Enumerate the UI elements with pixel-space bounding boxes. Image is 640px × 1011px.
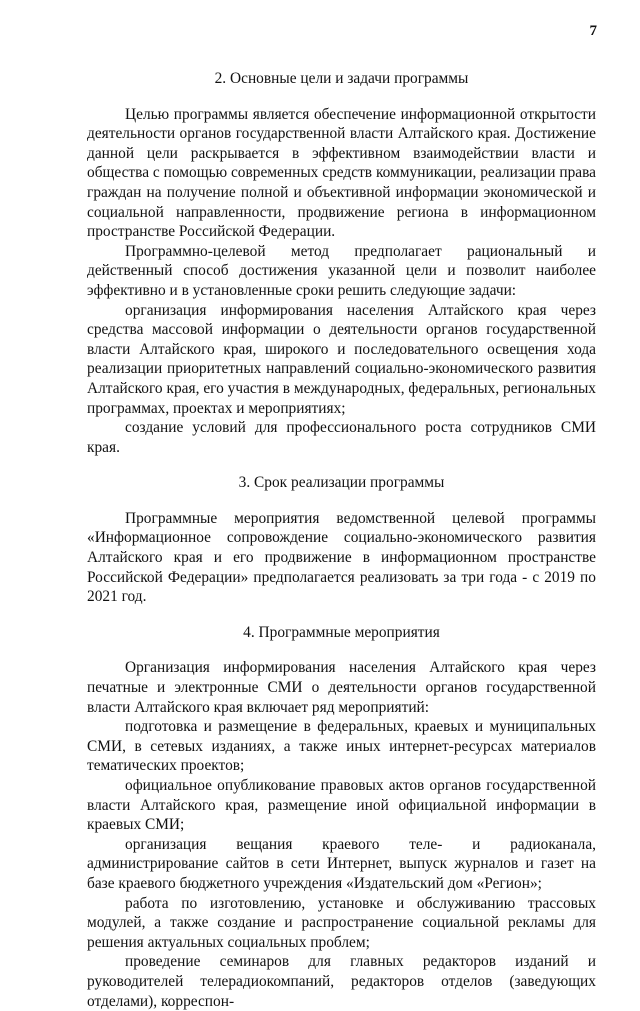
paragraph: создание условий для профессионального роста сотрудников СМИ края. [87,419,596,456]
paragraph: Программные мероприятия ведомственной целевой программы «Информационное сопровождение социально-экономического развития Алтайского края и его продвижение в информационном пространстве Российской Федерации» предполагается реализовать за три года - с 2019 по 2021 год. [87,509,596,606]
section-heading-goals: 2. Основные цели и задачи программы [214,70,469,87]
page-number: 7 [589,23,597,39]
paragraph: официальное опубликование правовых актов органов государственной власти Алтайского края, размещение иной официальной информации в краевых СМИ; [87,777,596,834]
paragraph: Целью программы является обеспечение информационной открытости деятельности органов государственной власти Алтайского края. Достижение данной цели раскрывается в эффективном взаимодействии власти и общества с помощью современных средств коммуникации, реализации права граждан на получение полной и объективной информации экономической и социальной направленности, продвижение региона в информационном пространстве Российской Федерации. [87,105,596,241]
paragraph: проведение семинаров для главных редакторов изданий и руководителей телерадиокомпаний, редакторов отделов (заведующих отделами), корреспон- [87,953,596,1010]
paragraph: Программно-целевой метод предполагает рациональный и действенный способ достижения указанной цели и позволит наиболее эффективно и в установленные сроки решить следующие задачи: [87,242,596,299]
paragraph: Организация информирования населения Алтайского края через печатные и электронные СМИ о деятельности органов государственной власти Алтайского края включает ряд мероприятий: [87,659,596,716]
section-heading-term: 3. Срок реализации программы [238,474,445,492]
paragraph: организация вещания краевого теле- и радиоканала, администрирование сайтов в сети Интернет, выпуск журналов и газет на базе краевого бюджетного учреждения «Издательский дом «Регион»; [87,835,596,892]
paragraph: подготовка и размещение в федеральных, краевых и муниципальных СМИ, в сетевых изданиях, а также иных интернет-ресурсах материалов тематических проектов; [87,718,596,775]
section-heading-activities: 4. Программные мероприятия [243,623,440,641]
paragraph: организация информирования населения Алтайского края через средства массовой информации о деятельности органов государственной власти Алтайского края, широкого и последовательного освещения хода реализации приоритетных направлений социально-экономического развития Алтайского края, его участия в международных, федеральных, региональных программах, проектах и мероприятиях; [87,301,596,417]
paragraph: работа по изготовлению, установке и обслуживанию трассовых модулей, а также создание и распространение социальной рекламы для решения актуальных социальных проблем; [87,894,596,951]
document-body [87,69,596,1011]
